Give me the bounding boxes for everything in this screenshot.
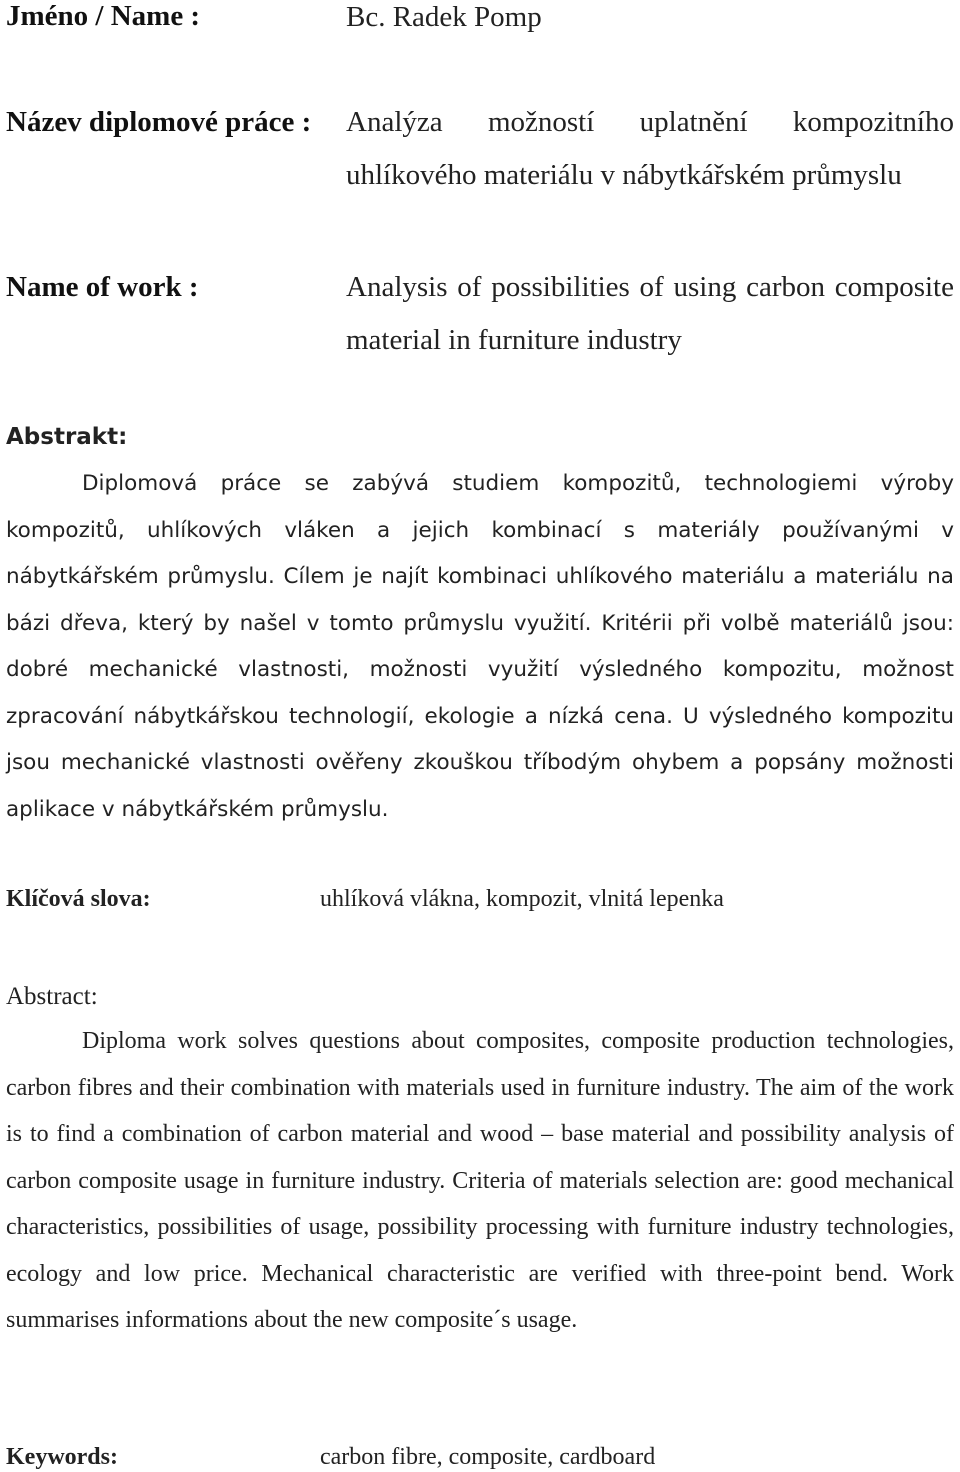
abstrakt-heading: Abstrakt: [6, 424, 128, 450]
thesis-title-label: Název diplomové práce : [6, 106, 312, 138]
thesis-title-value: Analýza možností uplatnění kompozitního uhlíkového materiálu v nábytkářském průmyslu [346, 106, 954, 191]
name-value: Bc. Radek Pomp [346, 1, 542, 33]
keywords-label: Keywords: [6, 1444, 118, 1470]
work-name-value: Analysis of possibilities of using carbon composite material in furniture industry [346, 271, 954, 356]
abstract-heading: Abstract: [6, 983, 98, 1010]
klicova-slova-value: uhlíková vlákna, kompozit, vlnitá lepenka [320, 886, 724, 912]
work-name-label: Name of work : [6, 271, 199, 303]
abstract-text: Diploma work solves questions about composites, composite production technologies, carbon fibres and their combination with materials used in furniture industry. The aim of the work is to find a combination of carbon material and wood – base material and possibility analysis of carbon composite usage in furniture industry. Criteria of materials selection are: good mechanical characteristics, possibilities of usage, possibility processing with furniture industry technologies, ecology and low price. Mechanical characteristic are verified with three-point bend. Work summarises informations about the new composite´s usage. [6, 1028, 954, 1333]
keywords-value: carbon fibre, composite, cardboard [320, 1444, 656, 1470]
klicova-slova-label: Klíčová slova: [6, 886, 151, 912]
name-label: Jméno / Name : [6, 0, 201, 32]
abstrakt-text: Diplomová práce se zabývá studiem kompozitů, technologiemi výroby kompozitů, uhlíkových vláken a jejich kombinací s materiály používanými v nábytkářském průmyslu. Cílem je najít kombinaci uhlíkového materiálu a materiálu na bázi dřeva, který by našel v tomto průmyslu využití. Kritérii při volbě materiálů jsou: dobré mechanické vlastnosti, možnosti využití výsledného kompozitu, možnost zpracování nábytkářskou technologií, ekologie a nízká cena. U výsledného kompozitu jsou mechanické vlastnosti ověřeny zkouškou tříbodým ohybem a popsány možnosti aplikace v nábytkářském průmyslu. [6, 471, 954, 822]
